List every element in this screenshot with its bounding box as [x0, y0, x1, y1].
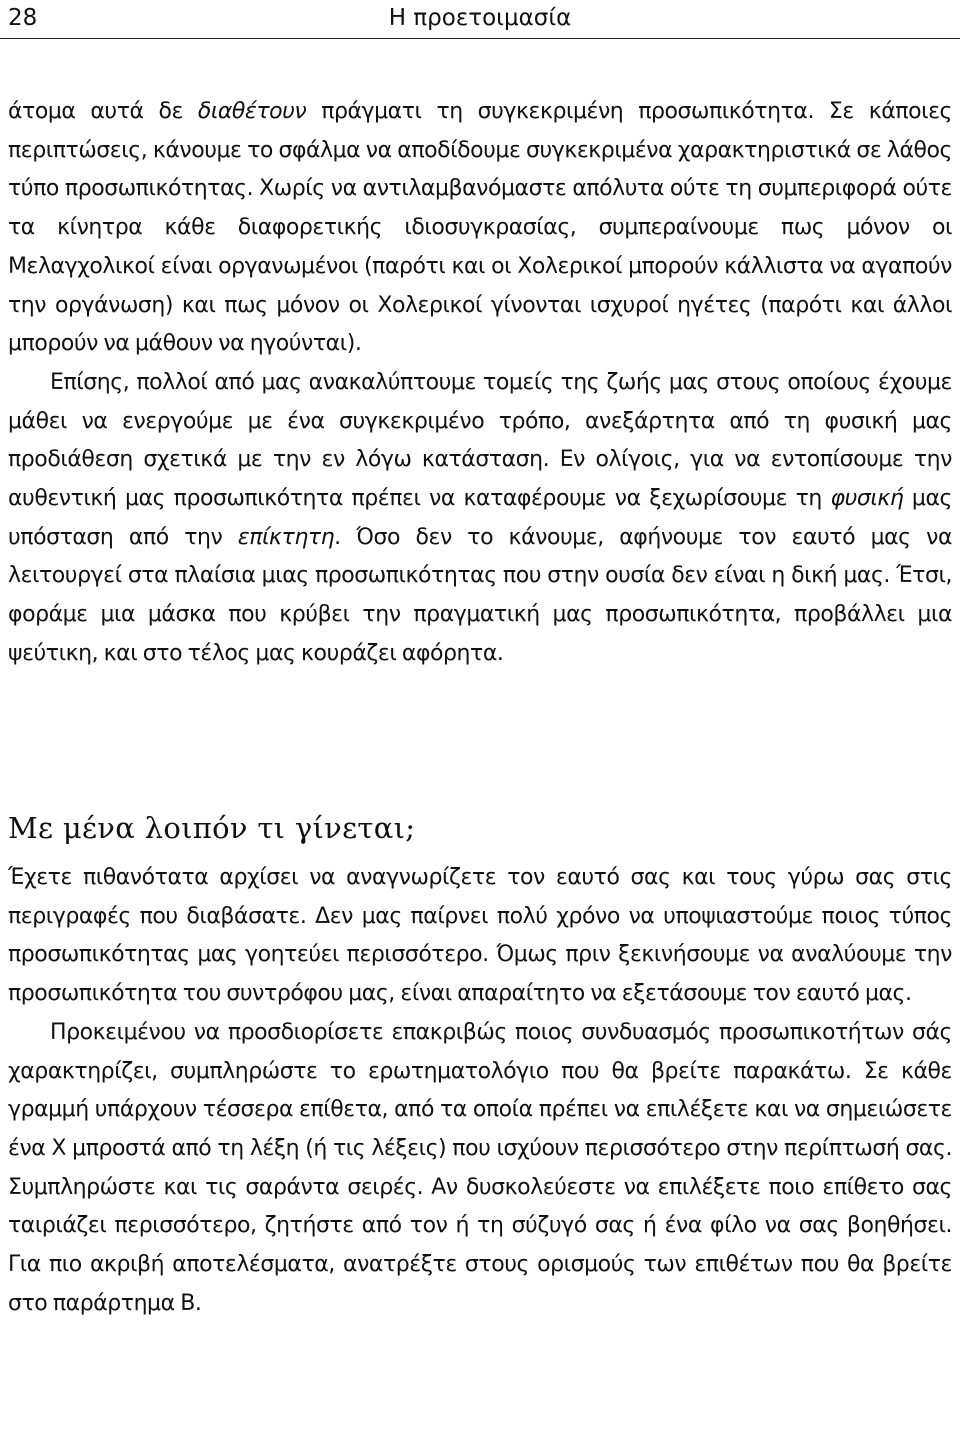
emphasis-text: φυσική	[830, 486, 904, 512]
emphasis-text: επίκτητη	[237, 524, 335, 550]
paragraph	[8, 93, 952, 364]
text-run: πράγματι τη συγκεκριμένη προσωπικότητα. Σε κάποιες περιπτώσεις, κάνουμε το σφάλμα να αποδίδουμε συγκεκριμένα χαρακτηριστικά σε λάθος τύπο προσωπικότητας. Χωρίς να αντιλαμβανόμαστε απόλυτα ούτε τη συμπεριφορά ούτε τα κίνητρα κάθε διαφορετικής ιδιοσυγκρασίας, συμπεραίνουμε πως μόνον οι Μελαγχολικοί είναι οργανωμένοι (παρότι και οι Χολερικοί μπορούν κάλλιστα να αγαπούν την οργάνωση) και πως μόνον οι Χολερικοί γίνονται ισχυροί ηγέτες (παρότι και άλλοι μπορούν να μάθουν να ηγούνται).	[8, 99, 952, 357]
page-number: 28	[8, 5, 38, 31]
paragraph	[8, 364, 952, 674]
text-run: . Όσο δεν το κάνουμε, αφήνουμε τον εαυτό μας να λειτουργεί στα πλαίσια μιας προσωπικότητας που στην ουσία δεν είναι η δική μας. Έτσι, φοράμε μια μάσκα που κρύβει την πραγματική μας προσωπικότητα, προβάλλει μια ψεύτικη, και στο τέλος μας κουράζει αφόρητα.	[8, 524, 952, 666]
text-run: άτομα αυτά δε	[8, 99, 198, 124]
paragraph: Προκειμένου να προσδιορίσετε επακριβώς ποιος συνδυασμός προσωπικοτήτων σάς χαρακτηρίζει, συμπληρώστε το ερωτηματολόγιο που θα βρείτε παρακάτω. Σε κάθε γραμμή υπάρχουν τέσσερα επίθετα, από τα οποία πρέπει να επιλέξετε και να σημειώσετε ένα Χ μπροστά από τη λέξη (ή τις λέξεις) που ισχύουν περισσότερο στην περίπτωσή σας. Συμπληρώστε και τις σαράντα σειρές. Αν δυσκολεύεστε να επιλέξετε ποιο επίθετο σας ταιριάζει περισσότερο, ζητήστε από τον ή τη σύζυγό σας ή ένα φίλο να σας βοηθήσει. Για πιο ακριβή αποτελέσματα, ανατρέξτε στους ορισμούς των επιθέτων που θα βρείτε στο παράρτημα Β.	[8, 1019, 952, 1316]
emphasis-text: διαθέτουν	[197, 99, 307, 124]
header-rule	[0, 38, 960, 39]
section-body-2	[8, 859, 952, 1323]
paragraph: Έχετε πιθανότατα αρχίσει να αναγνωρίζετε τον εαυτό σας και τους γύρω σας στις περιγραφές που διαβάσατε. Δεν μας παίρνει πολύ χρόνο να υποψιαστούμε ποιος τύπος προσωπικότητας μας γοητεύει περισσότερο. Όμως πριν ξεκινήσουμε να αναλύουμε την προσωπικότητα του συντρόφου μας, είναι απαραίτητο να εξετάσουμε τον εαυτό μας.	[8, 865, 952, 1007]
running-title: Η προετοιμασία	[388, 5, 572, 31]
text-run: Επίσης, πολλοί από μας ανακαλύπτουμε τομείς της ζωής μας στους οποίους έχουμε μάθει να ενεργούμε με ένα συγκεκριμένο τρόπο, ανεξάρτητα από τη φυσική μας προδιάθεση σχετικά με την εν λόγω κατάσταση. Εν ολίγοις, για να εντοπίσουμε την αυθεντική μας προσωπικότητα πρέπει να καταφέρουμε να ξεχωρίσουμε τη	[8, 369, 952, 512]
text-run: μας υπόσταση από την	[8, 486, 952, 550]
page-header	[0, 0, 960, 40]
section-body-1	[8, 93, 952, 674]
section-heading: Με μένα λοιπόν τι γίνεται;	[8, 811, 416, 845]
